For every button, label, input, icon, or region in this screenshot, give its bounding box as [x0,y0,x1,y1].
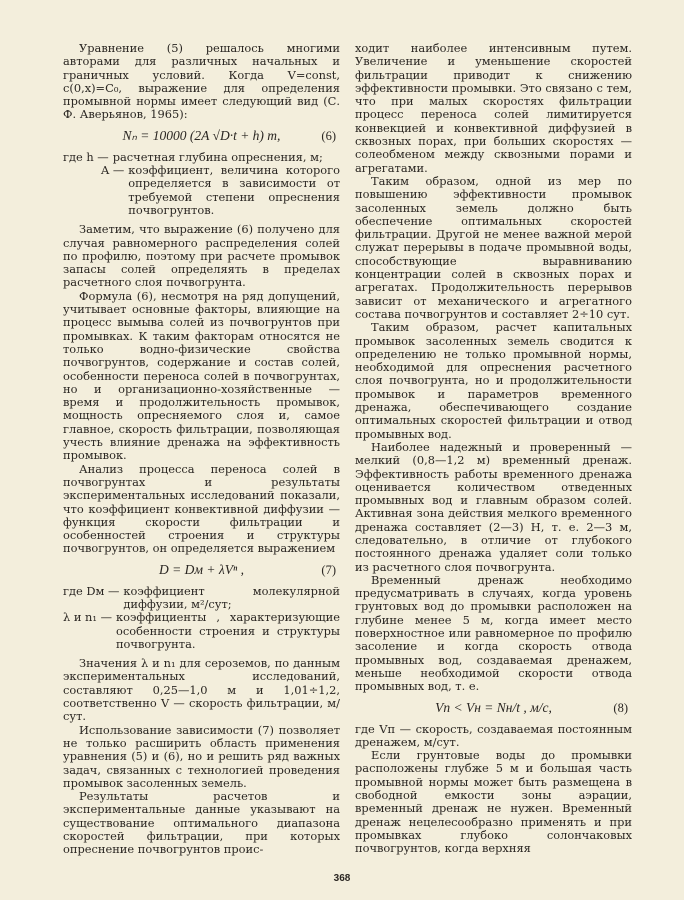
paragraph: Таким образом, расчет капитальных промывок засоленных земель сводится к определению не только промывной нормы, необходимой для опреснения расчетного слоя почвогрунта, но и продолжительности промывок и параметров временного дренажа, обеспечивающего создание оптимальных скоростей фильтрации и отвод промывных вод. [355,320,632,441]
formula-7 [63,561,340,579]
formula-7-definitions [63,585,340,651]
paragraph: Результаты расчетов и экспериментальные данные указывают на существование оптимального диапазона скоростей фильтрации, при которых опреснение почвогрунтов проис- [63,789,340,857]
definition-symbol: A — [101,163,125,178]
formula-expression: Nₙ = 10000 (2A √D·t + h) m, [122,127,281,143]
formula-number: (8) [613,700,628,715]
formula-number: (6) [321,128,336,143]
paragraph: Если грунтовые воды до промывки расположены глубже 5 м и большая часть промывной нормы может быть размещена в свободной емкости зоны аэрации, временный дренаж не нужен. Временный дренаж нецелесообразно применять и при промывках глубоко солончаковых почвогрунтов, когда верхняя [355,748,632,856]
formula-expression: D = Dм + λVⁿ , [159,561,244,577]
definition-h [63,151,340,164]
paragraph: Наиболее надежный и проверенный — мелкий (0,8—1,2 м) временный дренаж. Эффективность работы временного дренажа оценивается количеством отведенных промывных вод и главным образом солей. Активная зона действия мелкого временного дренажа составляет (2—3) H, т. е. 2—3 м, следовательно, в отличие от глубокого постоянного дренажа удаляет соли только из расчетного слоя почвогрунта. [355,439,632,574]
paragraph: Использование зависимости (7) позволяет не только расширить область применения уравнения (5) и (6), но и решить ряд важных задач, связанных с технологией проведения промывок засоленных земель. [63,722,340,790]
paragraph: Формула (6), несмотря на ряд допущений, учитывает основные факторы, влияющие на процесс вымыва солей из почвогрунтов при промывках. К таким факторам относятся не только водно-физические свойства почвогрунтов, содержание и состав солей, особенности переноса солей в почвогрунтах, но и организационно-хозяйственные — время и продолжительность промывок, мощность опресняемого слоя и, самое главное, скорость фильтрации, позволяющая учесть влияние дренажа на эффективность промывок. [63,288,340,463]
paragraph: Значения λ и n₁ для сероземов, по данным экспериментальных исследований, составляют 0,25—1,0 м и 1,01÷1,2, соответственно V — скорость фильтрации, м/сут. [63,656,340,724]
definition-text: коэффициент молекулярной диффузии, м²/сут; [123,583,340,611]
left-column [63,42,340,857]
definition-symbol: λ и n₁ — [63,610,112,625]
paragraph: Уравнение (5) решалось многими авторами для различных начальных и граничных условий. Когда V=const, c(0,x)=C₀, выражение для определения промывной нормы имеет следующий вид (С. Ф. Аверьянов, 1965): [63,41,340,122]
formula-6-definitions [63,151,340,217]
right-column [355,42,632,856]
definition-symbol: где Dм — [63,583,120,598]
paragraph: ходит наиболее интенсивным путем. Увеличение и уменьшение скоростей фильтрации приводит к снижению эффективности промывки. Это связано с тем, что при малых скоростях фильтрации процесс переноса солей лимитируется конвекцией и конвективной диффузией в сквозных порах, при больших скоростях — солеобменом между сквозными порами и агрегатами. [355,41,632,175]
formula-number: (7) [321,562,336,577]
definition-Dm [63,585,340,612]
paragraph: где Vп — скорость, создаваемая постоянным дренажем, м/сут. [355,721,632,749]
paragraph: Заметим, что выражение (6) получено для случая равномерного распределения солей по профилю, поэтому при расчете промывок запасы солей определяять в пределах расчетного слоя почвогрунта. [63,222,340,290]
paragraph: Анализ процесса переноса солей в почвогрунтах и результаты экспериментальных исследований показали, что коэффициент конвективной диффузии — функция скорости фильтрации и особенностей строения и структуры почвогрунтов, он определяется выражением [63,461,340,556]
paragraph: Временный дренаж необходимо предусматривать в случаях, когда уровень грунтовых вод до промывки расположен на глубине менее 5 м, когда имеет место поверхностное или равномерное по профилю засоление и когда скорость отвода промывных вод, создаваемая дренажем, меньше необходимой скорости отвода промывных вод, т. е. [355,572,632,694]
definition-symbol: где h — [63,149,109,164]
definition-text: коэффициенты , характеризующие особенности строения и структуры почвогрунта. [115,610,340,651]
formula-6 [63,127,340,145]
formula-8 [355,699,632,717]
page-number: 368 [333,873,351,884]
definition-text: расчетная глубина опреснения, м; [112,149,323,164]
paragraph: Таким образом, одной из мер по повышению эффективности промывок засоленных земель должно быть обеспечение оптимальных скоростей фильтрации. Другой не менее важной мерой служат перерывы в подаче промывной воды, способствующие выравниванию концентрации солей в сквозных порах и агрегатах. Продолжительность перерывов зависит от механического и агрегатного состава почвогрунтов и составляет 2÷10 сут. [355,173,632,321]
definition-lambda [63,611,340,651]
definition-A [63,164,340,217]
formula-expression: Vп < Vн = Nн/t , м/с, [435,699,552,715]
definition-text: коэффициент, величина которого определяется в зависимости от требуемой степени опреснения почвогрунтов. [128,163,340,217]
